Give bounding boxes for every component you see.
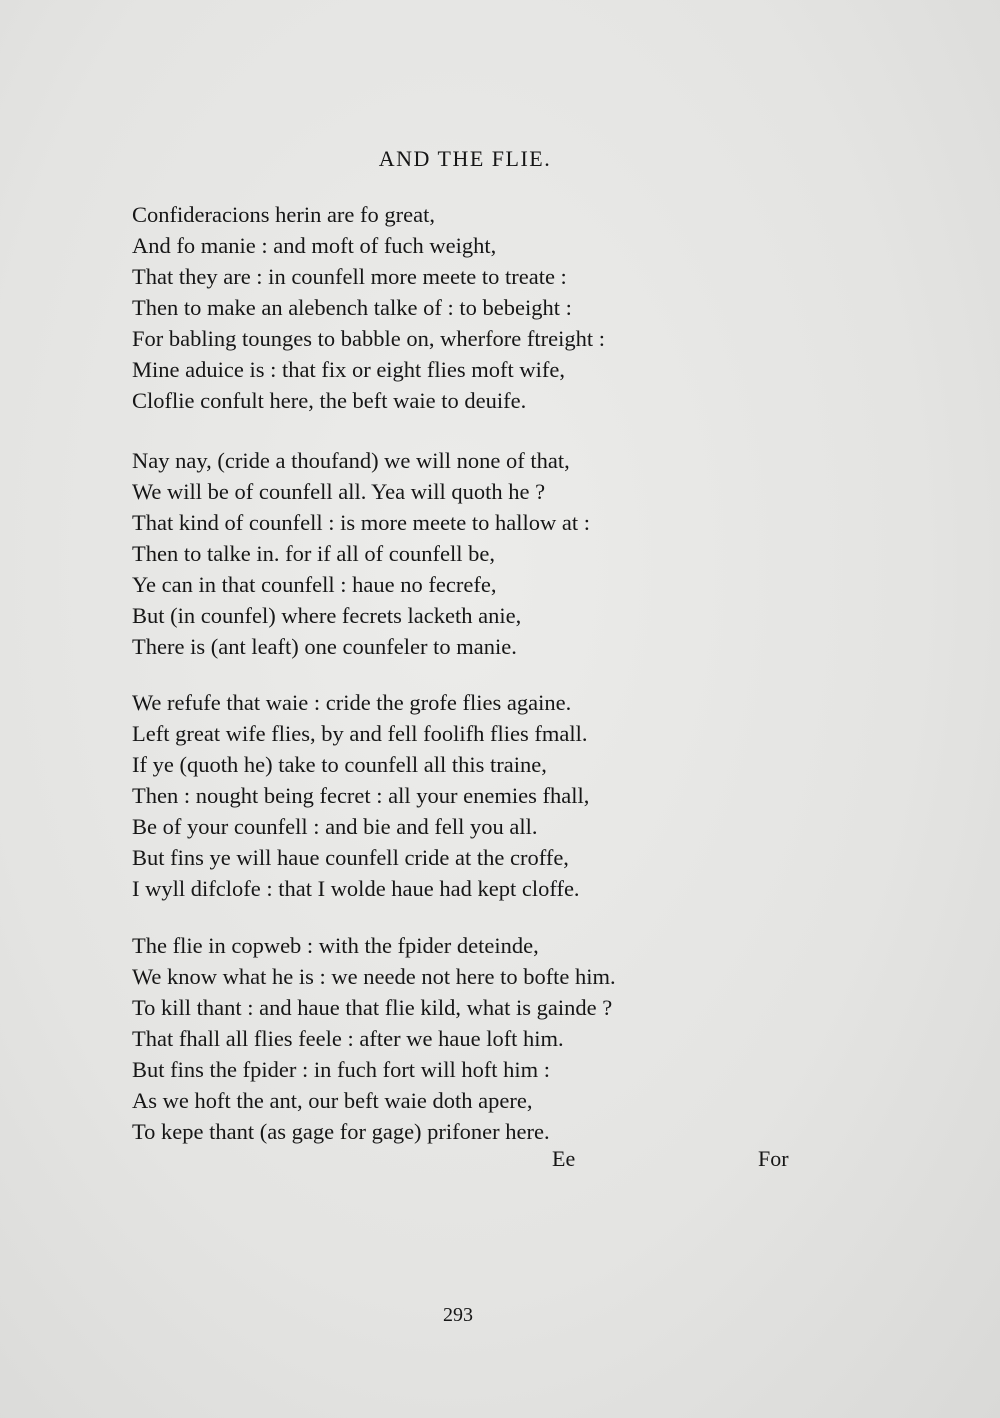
verse-line: Cloflie confult here, the beft waie to deuife. [132, 388, 527, 413]
verse-line: Then to talke in. for if all of counfell be, [132, 541, 495, 566]
stanza [132, 930, 616, 1147]
verse-line: And fo manie : and moft of fuch weight, [132, 233, 497, 258]
verse-line: For babling tounges to babble on, wherfore ftreight : [132, 326, 606, 351]
page-number: 293 [443, 1304, 473, 1326]
verse-line: Mine aduice is : that fix or eight flies moft wife, [132, 357, 566, 382]
verse-line: As we hoft the ant, our beft waie doth apere, [132, 1088, 533, 1113]
verse-line: Then to make an alebench talke of : to bebeight : [132, 295, 572, 320]
verse-line: The flie in copweb : with the fpider deteinde, [132, 933, 539, 958]
verse-line: That fhall all flies feele : after we haue loft him. [132, 1026, 564, 1051]
verse-line: Ye can in that counfell : haue no fecrefe, [132, 572, 497, 597]
verse-line: Confideracions herin are fo great, [132, 202, 435, 227]
stanza [132, 199, 605, 416]
verse-line: But fins the fpider : in fuch fort will hoft him : [132, 1057, 551, 1082]
verse-line: But fins ye will haue counfell cride at the croffe, [132, 845, 569, 870]
verse-line: That kind of counfell : is more meete to hallow at : [132, 510, 590, 535]
verse-line: Nay nay, (cride a thoufand) we will none of that, [132, 448, 570, 473]
verse-line: Left great wife flies, by and fell foolifh flies fmall. [132, 721, 588, 746]
verse-line: I wyll difclofe : that I wolde haue had kept cloffe. [132, 876, 580, 901]
catchword: For [758, 1146, 789, 1171]
stanza [132, 687, 589, 904]
signature-mark: Ee [552, 1146, 576, 1171]
stanza [132, 445, 590, 662]
verse-line: There is (ant leaft) one counfeler to manie. [132, 634, 517, 659]
verse-line: To kepe thant (as gage for gage) prifoner here. [132, 1119, 550, 1144]
verse-line: We will be of counfell all. Yea will quoth he ? [132, 479, 546, 504]
verse-line: If ye (quoth he) take to counfell all this traine, [132, 752, 547, 777]
verse-line: Then : nought being fecret : all your enemies fhall, [132, 783, 590, 808]
verse-line: To kill thant : and haue that flie kild, what is gainde ? [132, 995, 613, 1020]
verse-line: We refufe that waie : cride the grofe flies againe. [132, 690, 572, 715]
verse-line: That they are : in counfell more meete to treate : [132, 264, 567, 289]
running-head: AND THE FLIE. [378, 146, 552, 171]
verse-line: But (in counfel) where fecrets lacketh anie, [132, 603, 522, 628]
verse-line: We know what he is : we neede not here to bofte him. [132, 964, 616, 989]
verse-line: Be of your counfell : and bie and fell you all. [132, 814, 538, 839]
